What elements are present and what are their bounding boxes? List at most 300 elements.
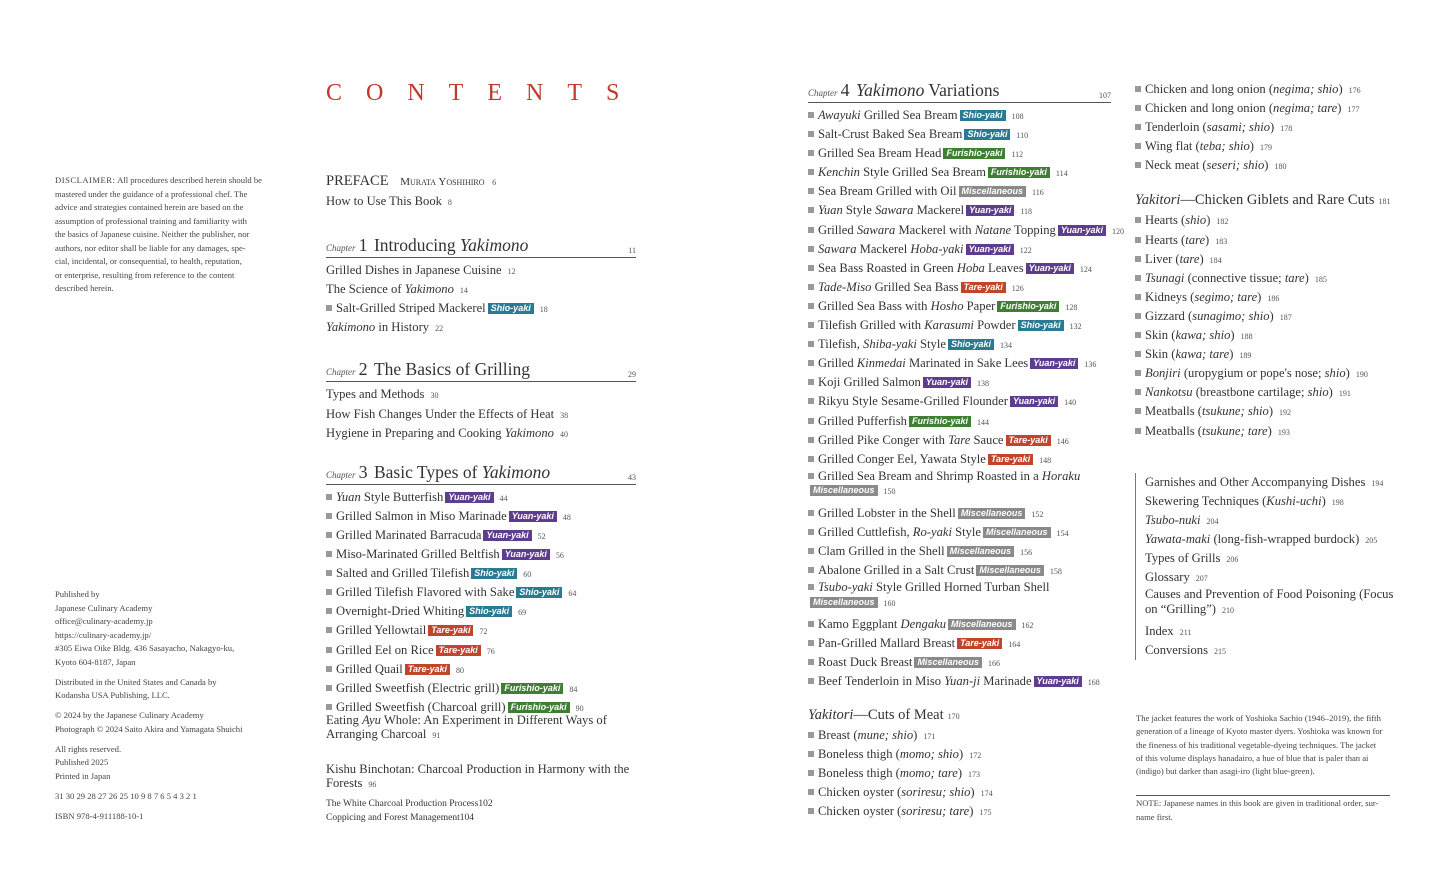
entry-text: Yawata-maki bbox=[1145, 531, 1211, 546]
entry-text: ) bbox=[1257, 289, 1262, 304]
page-number: 172 bbox=[969, 750, 982, 760]
chapter-label: Chapter bbox=[808, 88, 838, 98]
bullet-icon bbox=[808, 360, 814, 366]
entry-text: soriresu; shio bbox=[901, 784, 971, 799]
entry-text: Tsunagi bbox=[1145, 270, 1185, 285]
entry-text: Conversions bbox=[1145, 643, 1208, 658]
toc-entry[interactable] bbox=[808, 316, 1111, 335]
entry-text: Mackerel with bbox=[895, 222, 975, 237]
toc-entry[interactable] bbox=[1145, 568, 1400, 587]
method-tag: Furishio-yaki bbox=[943, 148, 1005, 159]
chapter-3-heading[interactable] bbox=[326, 462, 636, 485]
bullet-icon bbox=[1135, 162, 1141, 168]
toc-entry[interactable] bbox=[808, 354, 1111, 373]
bullet-icon bbox=[808, 188, 814, 194]
toc-entry[interactable] bbox=[326, 564, 636, 583]
toc-entry[interactable] bbox=[808, 504, 1111, 523]
chapter-label: Chapter bbox=[326, 469, 356, 480]
toc-entry[interactable] bbox=[1145, 511, 1400, 530]
entry-text: Yuan bbox=[336, 489, 361, 504]
toc-entry[interactable] bbox=[808, 412, 1111, 431]
bullet-icon bbox=[808, 112, 814, 118]
method-tag: Yuan-yaki bbox=[1034, 676, 1082, 687]
toc-entry[interactable] bbox=[326, 507, 636, 526]
entry-text: Rikyu Style Sesame-Grilled Flounder bbox=[818, 394, 1008, 409]
toc-entry[interactable] bbox=[326, 318, 636, 337]
entry-text: Grilled Conger Eel, Yawata Style bbox=[818, 451, 986, 466]
bullet-icon bbox=[808, 341, 814, 347]
toc-entry[interactable] bbox=[326, 679, 636, 698]
page-number: 206 bbox=[1226, 554, 1239, 564]
entry-text: Hearts ( bbox=[1145, 232, 1186, 247]
section-title: —Chicken Giblets and Rare Cuts bbox=[1180, 192, 1375, 209]
bullet-icon bbox=[808, 567, 814, 573]
toc-entry[interactable] bbox=[808, 201, 1111, 220]
entry-text: segimo; tare bbox=[1194, 289, 1258, 304]
page-number: 136 bbox=[1084, 360, 1097, 370]
page-number: 64 bbox=[568, 589, 577, 599]
toc-entry[interactable] bbox=[808, 615, 1111, 634]
page-number: 178 bbox=[1280, 124, 1293, 134]
jacket-line: the fineness of his traditional vegetable-dyeing techniques. The jacket bbox=[1136, 739, 1377, 750]
toc-entry[interactable] bbox=[808, 297, 1111, 316]
section-title: —Cuts of Meat bbox=[853, 706, 944, 723]
method-tag: Tare-yaki bbox=[1006, 435, 1051, 446]
toc-entry[interactable] bbox=[808, 373, 1111, 392]
publisher-line: Japanese Culinary Academy bbox=[55, 602, 153, 613]
page-number: 138 bbox=[977, 379, 990, 389]
entry-text: Topping bbox=[1011, 222, 1056, 237]
toc-entry[interactable] bbox=[808, 259, 1111, 278]
entry-text: ) bbox=[1321, 493, 1326, 508]
method-tag: Yuan-yaki bbox=[502, 549, 550, 560]
publisher-line: https://culinary-academy.jp/ bbox=[55, 629, 152, 640]
method-tag: Miscellaneous bbox=[810, 485, 878, 496]
entry-text: negima; shio bbox=[1273, 82, 1339, 96]
toc-entry[interactable] bbox=[1135, 269, 1400, 288]
bullet-icon bbox=[326, 666, 332, 672]
yakitori-giblets-heading[interactable] bbox=[1135, 189, 1400, 211]
toc-entry[interactable] bbox=[808, 745, 1111, 764]
toc-entry[interactable] bbox=[808, 783, 1111, 802]
entry-text: Grilled Eel on Rice bbox=[336, 642, 434, 657]
page-number: 52 bbox=[537, 531, 546, 541]
toc-entry[interactable] bbox=[808, 726, 1111, 745]
toc-entry[interactable] bbox=[808, 653, 1111, 672]
disclaimer-line: assumption of professional training and familiarity with bbox=[55, 215, 247, 226]
entry-text: Nankotsu bbox=[1145, 385, 1193, 400]
toc-entry[interactable] bbox=[1135, 383, 1400, 402]
entry-text: Style Grilled Sea Bream bbox=[859, 165, 986, 180]
entry-text: (breastbone cartilage; bbox=[1192, 385, 1308, 400]
page-number: 211 bbox=[1179, 628, 1192, 638]
entry-text: Coppicing and Forest Management bbox=[326, 812, 460, 823]
entry-text: ) bbox=[1229, 347, 1234, 362]
entry-text: tsukune; tare bbox=[1202, 423, 1268, 438]
entry-text: Sea Bream Grilled with Oil bbox=[818, 184, 957, 199]
entry-text: negima; tare bbox=[1273, 101, 1338, 116]
toc-entry[interactable] bbox=[808, 431, 1111, 450]
yakitori-meat-heading[interactable] bbox=[808, 704, 1111, 726]
page-number: 158 bbox=[1049, 567, 1062, 577]
publisher-line: Published by bbox=[55, 589, 100, 599]
method-tag: Yuan-yaki bbox=[509, 511, 557, 522]
toc-entry[interactable] bbox=[808, 144, 1111, 163]
entry-text: Types and Methods bbox=[326, 387, 425, 402]
bullet-icon bbox=[326, 551, 332, 557]
toc-entry[interactable] bbox=[808, 335, 1111, 354]
toc-entry[interactable] bbox=[808, 580, 1111, 615]
entry-text: Style Grilled Horned Turban Shell bbox=[872, 580, 1050, 595]
bullet-icon bbox=[808, 510, 814, 516]
bullet-icon bbox=[808, 751, 814, 757]
entry-text: Mackerel bbox=[856, 241, 911, 256]
entry-text: Kenchin bbox=[818, 165, 860, 180]
entry-text: Kushi-uchi bbox=[1266, 493, 1322, 508]
disclaimer-line: advice and strategies contained herein are based on the bbox=[55, 202, 244, 212]
chapter-title-italic: Yakimono bbox=[460, 235, 529, 256]
page-number: 38 bbox=[560, 410, 569, 420]
chapter-page: 43 bbox=[628, 472, 636, 482]
bullet-icon bbox=[808, 246, 814, 252]
bullet-icon bbox=[808, 322, 814, 328]
how-to-use-entry[interactable]: How to Use This Book 8 bbox=[326, 194, 452, 208]
chapter-number: 3 bbox=[358, 461, 368, 482]
bullet-icon bbox=[326, 704, 332, 710]
chapter-4-heading[interactable] bbox=[808, 80, 1111, 103]
toc-entry[interactable] bbox=[326, 488, 636, 507]
publisher-line: Kodansha USA Publishing, LLC. bbox=[55, 690, 170, 700]
page-number: 194 bbox=[1371, 478, 1384, 488]
method-tag: Yuan-yaki bbox=[1058, 225, 1106, 236]
method-tag: Miscellaneous bbox=[810, 597, 878, 608]
toc-entry[interactable] bbox=[326, 261, 636, 280]
entry-text: Tilefish, bbox=[818, 337, 864, 352]
entry-text: Grilled Sea Bass with bbox=[818, 298, 931, 313]
page-number: 198 bbox=[1331, 497, 1344, 507]
toc-entry[interactable] bbox=[326, 641, 636, 660]
entry-text: Wing flat ( bbox=[1145, 139, 1200, 154]
method-tag: Furishio-yaki bbox=[988, 167, 1050, 178]
bullet-icon bbox=[326, 513, 332, 519]
toc-entry[interactable] bbox=[1135, 422, 1400, 441]
chapter-number: 2 bbox=[358, 359, 368, 380]
toc-entry[interactable] bbox=[808, 392, 1111, 411]
method-tag: Shio-yaki bbox=[1018, 320, 1064, 331]
entry-text: ) bbox=[1199, 251, 1204, 266]
entry-text: Chicken oyster ( bbox=[818, 784, 902, 799]
entry-text: kawa; tare bbox=[1175, 347, 1230, 362]
page-number: 44 bbox=[499, 493, 508, 503]
entry-text: Tade-Miso bbox=[818, 279, 872, 294]
chapter-label: Chapter bbox=[326, 367, 356, 378]
toc-entry[interactable] bbox=[1145, 492, 1400, 511]
toc-entry[interactable] bbox=[808, 561, 1111, 580]
bullet-icon bbox=[808, 473, 814, 479]
toc-entry[interactable] bbox=[808, 523, 1111, 542]
page-number: 22 bbox=[435, 324, 444, 334]
toc-entry[interactable] bbox=[808, 182, 1111, 201]
toc-entry[interactable] bbox=[808, 764, 1111, 783]
bullet-icon bbox=[808, 789, 814, 795]
entry-text: teba; shio bbox=[1199, 139, 1250, 154]
toc-entry[interactable] bbox=[326, 424, 636, 443]
toc-entry[interactable] bbox=[326, 299, 636, 318]
page-number: 188 bbox=[1240, 332, 1253, 342]
entry-text: Gizzard ( bbox=[1145, 308, 1193, 323]
entry-text: Shiba-yaki bbox=[863, 337, 917, 352]
bullet-icon bbox=[1135, 105, 1141, 111]
toc-entry[interactable] bbox=[326, 385, 636, 404]
entry-text: Hosho bbox=[930, 298, 964, 313]
entry-text: ) bbox=[1267, 423, 1272, 438]
toc-entry[interactable] bbox=[326, 280, 636, 299]
bullet-icon bbox=[808, 227, 814, 233]
preface-entry[interactable]: PREFACE Murata Yoshihiro 6 bbox=[326, 173, 497, 189]
page-number: 122 bbox=[1019, 245, 1032, 255]
toc-entry[interactable] bbox=[1145, 622, 1400, 641]
toc-entry[interactable] bbox=[808, 240, 1111, 259]
entry-text: Yakimono bbox=[404, 282, 454, 297]
chapter-2-heading[interactable] bbox=[326, 359, 636, 382]
method-tag: Yuan-yaki bbox=[483, 530, 531, 541]
toc-entry[interactable] bbox=[326, 602, 636, 621]
bullet-icon bbox=[1135, 389, 1141, 395]
entry-text: Roast Duck Breast bbox=[818, 655, 913, 670]
publisher-line: Kyoto 604-8187, Japan bbox=[55, 656, 136, 667]
entry-text: Ayu bbox=[362, 712, 381, 727]
page-number: 176 bbox=[1348, 86, 1361, 95]
toc-entry[interactable] bbox=[326, 660, 636, 679]
toc-entry[interactable] bbox=[1145, 530, 1400, 549]
page-number: 91 bbox=[432, 731, 441, 741]
bullet-icon bbox=[326, 608, 332, 614]
page-number: 114 bbox=[1055, 169, 1068, 179]
toc-entry[interactable] bbox=[808, 163, 1111, 182]
entry-text: The White Charcoal Production Process bbox=[326, 798, 479, 809]
page-number: 186 bbox=[1267, 293, 1280, 303]
page-number: 72 bbox=[479, 627, 488, 637]
page-number: 160 bbox=[883, 598, 896, 608]
entry-text: Kamo Eggplant bbox=[818, 617, 901, 632]
entry-text: Marinated in Sake Lees bbox=[905, 356, 1029, 371]
toc-entry[interactable] bbox=[808, 278, 1111, 297]
entry-text: Skewering Techniques ( bbox=[1145, 493, 1267, 508]
toc-entry[interactable] bbox=[1135, 307, 1400, 326]
entry-text: Grilled Cuttlefish, bbox=[818, 524, 913, 539]
page-number: 179 bbox=[1259, 143, 1272, 153]
method-tag: Yuan-yaki bbox=[966, 205, 1014, 216]
jacket-line: The jacket features the work of Yoshioka Sachio (1946–2019), the fifth bbox=[1136, 713, 1381, 723]
page-number: 132 bbox=[1069, 322, 1082, 332]
entry-text: Skin ( bbox=[1145, 328, 1176, 343]
toc-entry[interactable] bbox=[1135, 211, 1400, 230]
note-line: Japanese names in this book are given in traditional order, sur- bbox=[1163, 798, 1379, 808]
page-number: 166 bbox=[987, 659, 1000, 669]
entry-text: Hygiene in Preparing and Cooking bbox=[326, 425, 505, 440]
names-note bbox=[1136, 797, 1398, 824]
bullet-icon bbox=[808, 284, 814, 290]
entry-text: Eating bbox=[326, 712, 363, 727]
page-number: 18 bbox=[539, 305, 548, 315]
disclaimer-line: mastered under the guidance of a professional chef. The bbox=[55, 188, 248, 199]
toc-entry[interactable] bbox=[326, 405, 636, 424]
publisher-info bbox=[55, 588, 270, 823]
page-number: 192 bbox=[1279, 408, 1292, 418]
eating-ayu-entry[interactable] bbox=[326, 713, 636, 748]
page-number: 183 bbox=[1215, 236, 1228, 246]
entry-text: Grilled bbox=[818, 356, 857, 371]
page-number: 140 bbox=[1064, 398, 1077, 408]
kishu-sub-entry[interactable] bbox=[326, 811, 636, 825]
entry-text: Types of Grills bbox=[1145, 550, 1221, 565]
toc-entry[interactable] bbox=[1135, 288, 1400, 307]
entry-text: Grilled Tilefish Flavored with Sake bbox=[336, 585, 515, 600]
entry-text: ) bbox=[1269, 308, 1274, 323]
toc-entry[interactable] bbox=[1145, 587, 1400, 622]
toc-entry[interactable] bbox=[808, 221, 1125, 240]
bullet-icon bbox=[808, 379, 814, 385]
page-number: 134 bbox=[999, 341, 1012, 351]
toc-entry[interactable] bbox=[326, 621, 636, 640]
entry-text: Skin ( bbox=[1145, 347, 1176, 362]
toc-entry[interactable] bbox=[808, 802, 1111, 821]
toc-entry[interactable] bbox=[1135, 231, 1400, 250]
entry-text: ) bbox=[1268, 404, 1274, 419]
section-page: 181 bbox=[1378, 197, 1391, 207]
entry-text: ) bbox=[1345, 366, 1350, 381]
page-number: 187 bbox=[1279, 312, 1292, 322]
entry-text: ) bbox=[957, 765, 963, 780]
bullet-icon bbox=[1135, 124, 1141, 130]
entry-text: How Fish Changes Under the Effects of Heat bbox=[326, 406, 555, 421]
method-tag: Shio-yaki bbox=[516, 587, 562, 598]
page-number: 207 bbox=[1195, 574, 1208, 584]
entry-text: ) bbox=[1230, 328, 1235, 343]
toc-entry[interactable] bbox=[808, 450, 1111, 469]
bullet-icon bbox=[326, 570, 332, 576]
toc-entry[interactable] bbox=[808, 106, 1111, 125]
bullet-icon bbox=[808, 437, 814, 443]
toc-entry[interactable] bbox=[808, 469, 1111, 504]
toc-entry[interactable] bbox=[1135, 156, 1400, 175]
page-number: 90 bbox=[575, 703, 584, 713]
toc-entry[interactable] bbox=[1135, 326, 1400, 345]
page-number: 146 bbox=[1056, 436, 1069, 446]
kishu-binchotan-entry[interactable]: Kishu Binchotan: Charcoal Production in Harmony with the Forests 96 bbox=[326, 761, 630, 791]
bullet-icon bbox=[808, 678, 814, 684]
entry-text: Chicken oyster ( bbox=[818, 803, 902, 818]
entry-text: tsukune; shio bbox=[1202, 404, 1269, 419]
page-number: 205 bbox=[1365, 535, 1378, 545]
toc-entry[interactable] bbox=[1145, 473, 1400, 492]
page-number: 184 bbox=[1209, 255, 1222, 265]
entry-text: Index bbox=[1145, 624, 1174, 639]
toc-entry[interactable] bbox=[808, 125, 1111, 144]
chapter-1-heading[interactable] bbox=[326, 235, 636, 258]
toc-entry[interactable] bbox=[1135, 402, 1400, 421]
entry-text: Grilled Sea Bream Head bbox=[818, 146, 942, 161]
entry-text: Grilled Quail bbox=[336, 661, 403, 676]
toc-entry[interactable] bbox=[326, 583, 636, 602]
disclaimer bbox=[55, 174, 270, 296]
entry-text: tare bbox=[1284, 270, 1305, 285]
entry-text: Tsubo-nuki bbox=[1145, 512, 1201, 527]
toc-entry[interactable] bbox=[1135, 364, 1400, 383]
toc-entry[interactable] bbox=[808, 634, 1111, 653]
page-number: 204 bbox=[1206, 516, 1219, 526]
entry-text: Dengaku bbox=[900, 617, 947, 632]
entry-text: Yuan bbox=[818, 203, 843, 218]
entry-text: Grilled Sea Bass bbox=[871, 279, 959, 294]
entry-text: Leaves bbox=[984, 260, 1024, 275]
entry-text: Whole: An Experiment in Different Ways of Arranging Charcoal bbox=[326, 712, 607, 742]
entry-text: Hearts ( bbox=[1145, 213, 1186, 228]
method-tag: Furishio-yaki bbox=[997, 301, 1059, 312]
entry-text: Yuan-ji bbox=[944, 674, 981, 689]
chapter-title-italic: Yakimono bbox=[855, 80, 925, 100]
contents-column-3 bbox=[1135, 80, 1400, 660]
toc-entry[interactable] bbox=[808, 542, 1111, 561]
method-tag: Furishio-yaki bbox=[501, 683, 563, 694]
bullet-icon bbox=[808, 131, 814, 137]
toc-entry[interactable] bbox=[1135, 137, 1400, 156]
kishu-sub-entry[interactable] bbox=[326, 797, 636, 811]
bullet-icon bbox=[808, 770, 814, 776]
bullet-icon bbox=[326, 627, 332, 633]
method-tag: Yuan-yaki bbox=[445, 492, 493, 503]
bullet-icon bbox=[326, 647, 332, 653]
entry-text: Neck meat ( bbox=[1145, 158, 1207, 173]
note-line: name first. bbox=[1136, 811, 1173, 822]
method-tag: Shio-yaki bbox=[960, 110, 1006, 121]
contents-column-1 bbox=[326, 170, 636, 825]
method-tag: Yuan-yaki bbox=[1010, 396, 1058, 407]
publisher-line: office@culinary-academy.jp bbox=[55, 616, 153, 626]
entry-text: Yakimono bbox=[504, 425, 554, 440]
toc-entry[interactable] bbox=[1145, 641, 1400, 660]
entry-text: Pan-Grilled Mallard Breast bbox=[818, 636, 956, 651]
toc-entry[interactable] bbox=[1135, 118, 1400, 137]
toc-entry[interactable] bbox=[1135, 99, 1400, 118]
entry-text: Grilled Lobster in the Shell bbox=[818, 505, 956, 520]
entry-text: ) bbox=[970, 784, 975, 799]
toc-entry[interactable] bbox=[808, 672, 1111, 691]
toc-entry[interactable] bbox=[326, 526, 636, 545]
toc-entry[interactable] bbox=[1135, 250, 1400, 269]
chapter-title-italic: Yakimono bbox=[481, 461, 551, 482]
toc-entry[interactable] bbox=[326, 545, 636, 564]
entry-text: in History bbox=[375, 320, 430, 335]
page-number: 48 bbox=[562, 512, 571, 522]
contents-title: CONTENTS bbox=[326, 80, 644, 106]
bullet-icon bbox=[808, 265, 814, 271]
toc-entry[interactable] bbox=[1135, 345, 1400, 364]
entry-text: Paper bbox=[963, 298, 996, 313]
bullet-icon bbox=[1135, 408, 1141, 414]
entry-text: Grilled Pufferfish bbox=[818, 413, 907, 428]
chapter-page: 11 bbox=[628, 246, 636, 256]
entry-text: Koji Grilled Salmon bbox=[818, 375, 921, 390]
page-number: 191 bbox=[1338, 389, 1351, 399]
entry-text: Ro-yaki bbox=[912, 524, 952, 539]
bullet-icon bbox=[326, 494, 332, 500]
chapter-number: 4 bbox=[840, 80, 850, 100]
toc-entry[interactable] bbox=[1135, 80, 1400, 99]
entry-text: ) bbox=[1304, 270, 1309, 285]
entry-text: Sawara bbox=[818, 241, 857, 256]
toc-entry[interactable] bbox=[1145, 549, 1400, 568]
